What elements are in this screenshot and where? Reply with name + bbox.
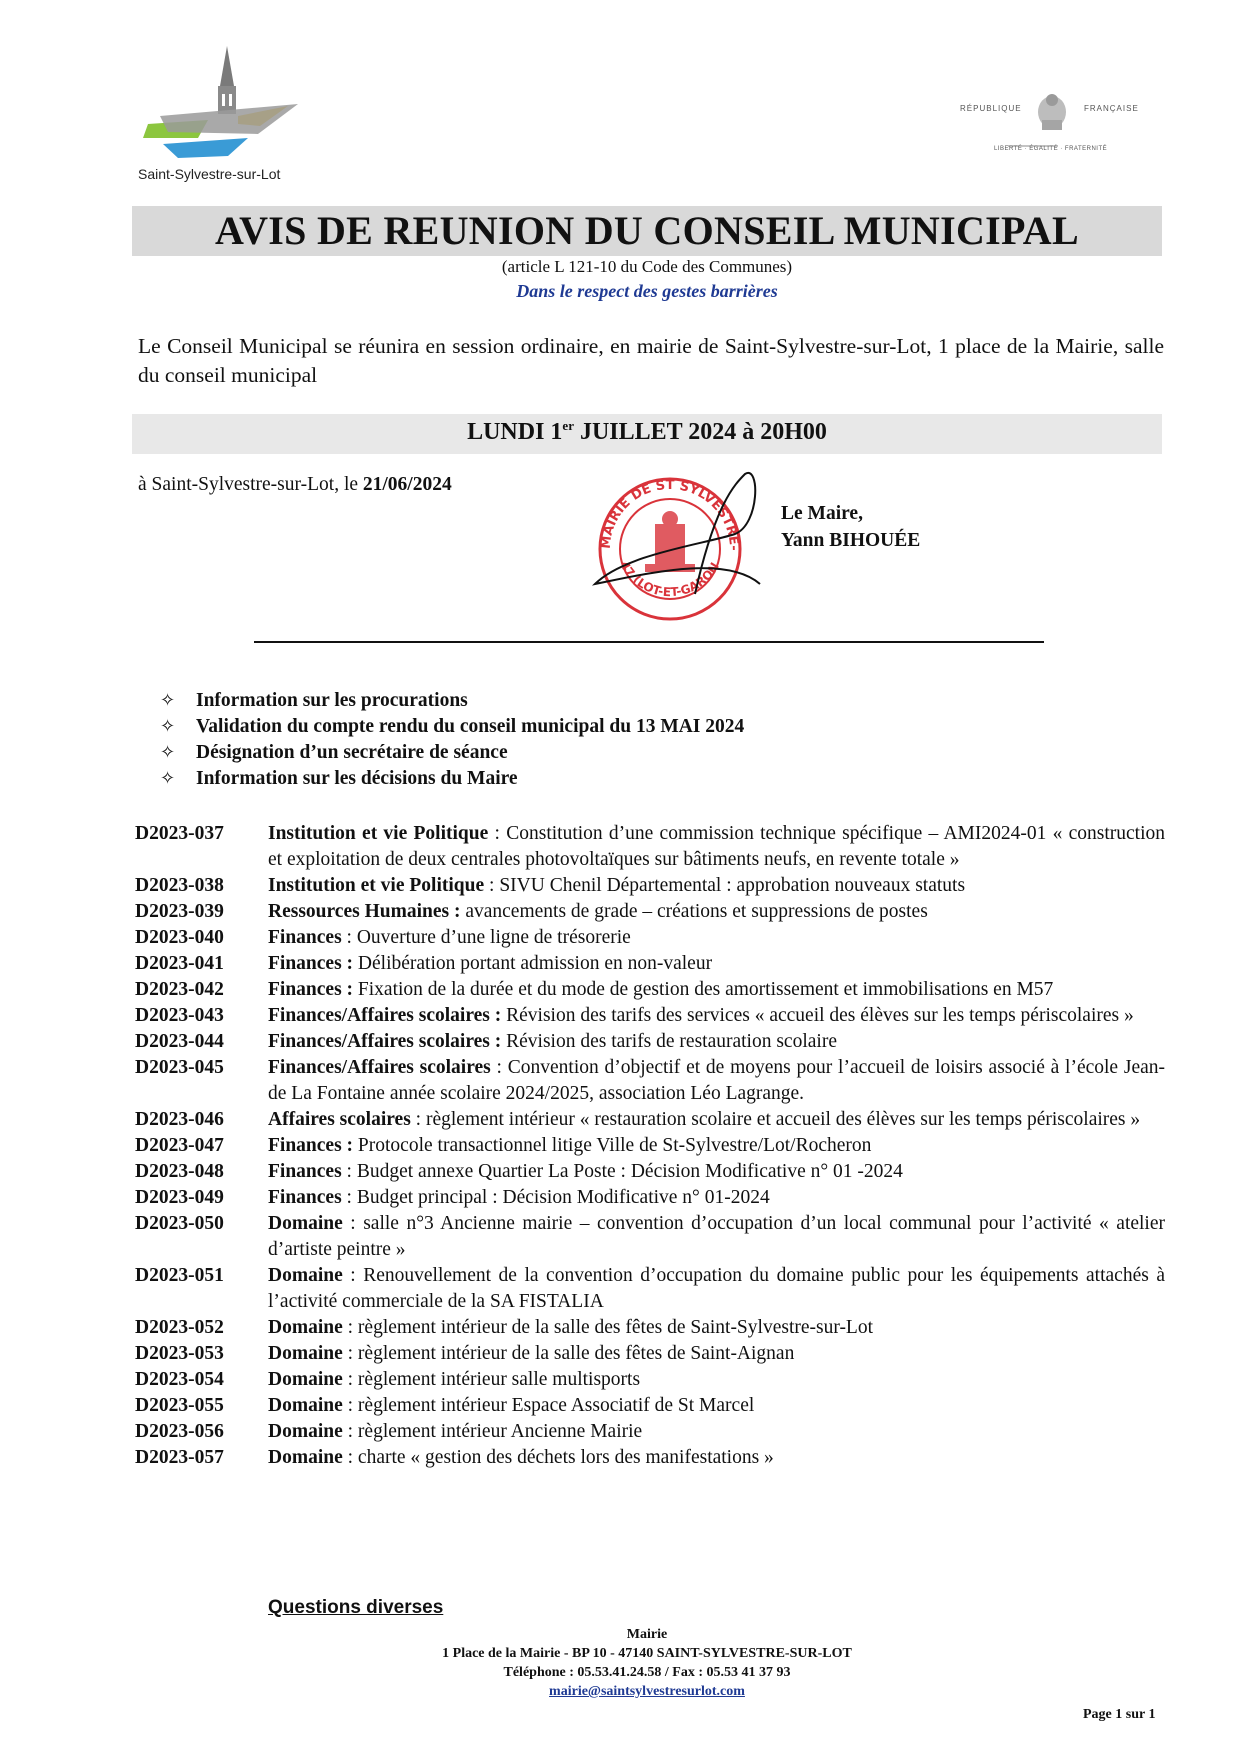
- item-code: D2023-052: [135, 1317, 224, 1338]
- list-item: D2023-037 Institution et vie Politique : Constitution d’une commission technique spécifique – AMI2024-01 « construction et exploitation de deux centrales photovoltaïques sur bâtiments neufs, en revente totale »: [135, 823, 1166, 870]
- footer-address: 1 Place de la Mairie - BP 10 - 47140 SAINT-SYLVESTRE-SUR-LOT: [442, 1646, 852, 1661]
- agenda-preliminaries: [160, 688, 1160, 792]
- item-category: Finances :: [268, 1135, 354, 1156]
- item-code: D2023-043: [135, 1005, 224, 1026]
- list-item: ✧ Désignation d’un secrétaire de séance: [160, 740, 1160, 766]
- item-code: D2023-053: [135, 1343, 224, 1364]
- list-item: D2023-052 Domaine : règlement intérieur de la salle des fêtes de Saint-Sylvestre-sur-Lot: [135, 1315, 1165, 1341]
- item-text: Délibération portant admission en non-valeur: [357, 953, 713, 974]
- list-item: D2023-056 Domaine : règlement intérieur Ancienne Mairie: [135, 1419, 1165, 1445]
- list-item: D2023-050 Domaine : salle n°3 Ancienne mairie – convention d’occupation d’un local communal pour l’activité « atelier d’artiste peintre »: [135, 1213, 1166, 1260]
- meeting-rest: JUILLET 2024 à 20H00: [573, 419, 827, 445]
- item-category: Finances/Affaires scolaires :: [268, 1005, 502, 1026]
- item-code: D2023-051: [135, 1265, 224, 1286]
- item-text: règlement intérieur de la salle des fêtes de Saint-Aignan: [357, 1343, 795, 1364]
- questions-diverses: Questions diverses: [268, 1597, 444, 1618]
- item-text: Protocole transactionnel litige Ville de St-Sylvestre/Lot/Rocheron: [357, 1135, 872, 1156]
- item-category: Finances :: [268, 979, 354, 1000]
- list-item: [135, 951, 1165, 977]
- list-item: ✧ Information sur les procurations: [160, 688, 1160, 714]
- star-bullet-icon: ✧: [160, 768, 176, 789]
- list-item: [135, 1133, 1165, 1159]
- place-date-value: 21/06/2024: [362, 474, 452, 495]
- item-text: Constitution d’une commission technique spécifique – AMI2024-01 « construction et exploitation de deux centrales photovoltaïques sur bâtiments neufs, en revente totale »: [268, 823, 1166, 870]
- item-text: Révision des tarifs de restauration scolaire: [506, 1031, 837, 1052]
- rf-left-text: RÉPUBLIQUE: [960, 104, 1022, 113]
- republique-francaise-logo: [958, 86, 1148, 166]
- item-text: Révision des tarifs des services « accueil des élèves sur les temps périscolaires »: [506, 1005, 1134, 1026]
- page-subtitle: (article L 121-10 du Code des Communes): [501, 257, 793, 276]
- footer-email-link[interactable]: mairie@saintsylvestresurlot.com: [549, 1684, 745, 1699]
- meeting-date: [132, 418, 1162, 446]
- mayor-title: Le Maire,: [781, 503, 863, 524]
- star-bullet-icon: ✧: [160, 716, 176, 737]
- item-code: D2023-046: [135, 1109, 224, 1130]
- item-code: D2023-056: [135, 1421, 224, 1442]
- item-category: Finances/Affaires scolaires :: [268, 1031, 502, 1052]
- list-item: D2023-040 Finances : Ouverture d’une ligne de trésorerie: [135, 925, 1165, 951]
- item-category: Domaine: [268, 1369, 343, 1390]
- item-category: Domaine: [268, 1265, 343, 1286]
- place-date: [138, 474, 452, 496]
- item-category: Affaires scolaires: [268, 1109, 411, 1130]
- item-category: Domaine: [268, 1343, 343, 1364]
- item-code: D2023-040: [135, 927, 224, 948]
- item-text: règlement intérieur salle multisports: [357, 1369, 641, 1390]
- list-item: [135, 1029, 1165, 1055]
- list-item: D2023-057 Domaine : charte « gestion des déchets lors des manifestations »: [135, 1445, 1165, 1471]
- star-bullet-icon: ✧: [160, 690, 176, 711]
- item-category: Domaine: [268, 1421, 343, 1442]
- footer-line-1: Mairie: [626, 1627, 668, 1642]
- divider: [254, 641, 1044, 643]
- item-code: D2023-055: [135, 1395, 224, 1416]
- item-text: salle n°3 Ancienne mairie – convention d’occupation d’un local communal pour l’activité « atelier d’artiste peintre »: [268, 1213, 1166, 1260]
- item-text: règlement intérieur Espace Associatif de St Marcel: [357, 1395, 755, 1416]
- list-item: D2023-038 Institution et vie Politique : SIVU Chenil Départemental : approbation nouveaux statuts: [135, 873, 1165, 899]
- town-logo: [138, 46, 308, 186]
- item-code: D2023-044: [135, 1031, 224, 1052]
- item-code: D2023-050: [135, 1213, 224, 1234]
- item-code: D2023-054: [135, 1369, 224, 1390]
- item-code: D2023-041: [135, 953, 224, 974]
- item-code: D2023-057: [135, 1447, 224, 1468]
- list-item: D2023-051 Domaine : Renouvellement de la convention d’occupation du domaine public pour les équipements attachés à l’activité commerciale de la SA FISTALIA: [135, 1265, 1165, 1312]
- meeting-day: LUNDI 1: [467, 419, 563, 445]
- page-title: AVIS DE REUNION DU CONSEIL MUNICIPAL: [215, 208, 1079, 253]
- stamp-bottom-text: 47 (LOT-ET-GARON: [617, 558, 722, 600]
- list-item: D2023-053 Domaine : règlement intérieur de la salle des fêtes de Saint-Aignan: [135, 1341, 1165, 1367]
- item-text: avancements de grade – créations et suppressions de postes: [465, 901, 928, 922]
- list-item: ✧ Validation du compte rendu du conseil municipal du 13 MAI 2024: [160, 714, 1160, 740]
- item-text: règlement intérieur « restauration scolaire et accueil des élèves sur les temps périscolaires »: [425, 1109, 1141, 1130]
- item-text: charte « gestion des déchets lors des manifestations »: [357, 1447, 774, 1468]
- page-number: Page 1 sur 1: [1083, 1707, 1156, 1722]
- item-category: Finances/Affaires scolaires: [268, 1057, 491, 1078]
- star-bullet-icon: ✧: [160, 742, 176, 763]
- rf-motto-text: LIBERTÉ · ÉGALITÉ · FRATERNITÉ: [994, 146, 1108, 152]
- list-item: ✧ Information sur les décisions du Maire: [160, 766, 1160, 792]
- item-code: D2023-045: [135, 1057, 224, 1078]
- item-text: Renouvellement de la convention d’occupation du domaine public pour les équipements attachés à l’activité commerciale de la SA FISTALIA: [268, 1265, 1165, 1312]
- footer-phone: Téléphone : 05.53.41.24.58 / Fax : 05.53 41 37 93: [503, 1665, 791, 1680]
- item-text: règlement intérieur Ancienne Mairie: [357, 1421, 643, 1442]
- list-item: D2023-048 Finances : Budget annexe Quartier La Poste : Décision Modificative n° 01 -2024: [135, 1159, 1165, 1185]
- item-text: Ouverture d’une ligne de trésorerie: [356, 927, 631, 948]
- item-code: D2023-042: [135, 979, 224, 1000]
- item-category: Domaine: [268, 1213, 343, 1234]
- item-code: D2023-039: [135, 901, 224, 922]
- mayor-name: Yann BIHOUÉE: [781, 530, 921, 551]
- item-text: Budget principal : Décision Modificative n° 01-2024: [356, 1187, 770, 1208]
- item-category: Domaine: [268, 1447, 343, 1468]
- item-text: règlement intérieur de la salle des fêtes de Saint-Sylvestre-sur-Lot: [357, 1317, 874, 1338]
- deliberations-list: [135, 821, 1165, 1471]
- list-item: D2023-046 Affaires scolaires : règlement intérieur « restauration scolaire et accueil des élèves sur les temps périscolaires »: [135, 1107, 1165, 1133]
- list-item: D2023-055 Domaine : règlement intérieur Espace Associatif de St Marcel: [135, 1393, 1165, 1419]
- list-item: D2023-049 Finances : Budget principal : Décision Modificative n° 01-2024: [135, 1185, 1165, 1211]
- meeting-day-suffix: er: [562, 418, 574, 433]
- item-text: Budget annexe Quartier La Poste : Décision Modificative n° 01 -2024: [356, 1161, 903, 1182]
- list-item: [135, 1003, 1165, 1029]
- rf-right-text: FRANÇAISE: [1084, 104, 1139, 113]
- item-text: SIVU Chenil Départemental : approbation nouveaux statuts: [499, 875, 966, 896]
- item-category: Institution et vie Politique: [268, 875, 485, 896]
- item-text: Convention d’objectif et de moyens pour l’accueil de loisirs associé à l’école Jean-de La Fontaine année scolaire 2024/2025, association Léo Lagrange.: [268, 1057, 1165, 1104]
- list-item: D2023-045 Finances/Affaires scolaires : Convention d’objectif et de moyens pour l’accueil de loisirs associé à l’école Jean-de La Fontaine année scolaire 2024/2025, association Léo Lagrange.: [135, 1057, 1165, 1104]
- barrier-note: Dans le respect des gestes barrières: [516, 281, 778, 301]
- item-category: Domaine: [268, 1395, 343, 1416]
- town-logo-text: Saint-Sylvestre-sur-Lot: [138, 166, 281, 182]
- item-category: Finances: [268, 1161, 342, 1182]
- item-text: Fixation de la durée et du mode de gestion des amortissement et immobilisations en M57: [357, 979, 1054, 1000]
- list-item: D2023-054 Domaine : règlement intérieur salle multisports: [135, 1367, 1165, 1393]
- list-item: [135, 977, 1165, 1003]
- item-code: D2023-049: [135, 1187, 224, 1208]
- item-code: D2023-048: [135, 1161, 224, 1182]
- item-category: Institution et vie Politique: [268, 823, 489, 844]
- item-category: Finances :: [268, 953, 354, 974]
- item-code: D2023-047: [135, 1135, 224, 1156]
- item-code: D2023-038: [135, 875, 224, 896]
- place-date-prefix: à Saint-Sylvestre-sur-Lot, le: [138, 474, 363, 495]
- item-category: Domaine: [268, 1317, 343, 1338]
- item-category: Finances: [268, 927, 342, 948]
- footer: [132, 1625, 1162, 1701]
- intro-paragraph: Le Conseil Municipal se réunira en session ordinaire, en mairie de Saint-Sylvestre-sur-Lot, 1 place de la Mairie, salle du conseil municipal: [138, 334, 1164, 387]
- mayor-stamp: [585, 464, 765, 634]
- item-category: Finances: [268, 1187, 342, 1208]
- item-code: D2023-037: [135, 823, 224, 844]
- list-item: [135, 899, 1165, 925]
- item-category: Ressources Humaines :: [268, 901, 461, 922]
- stamp-top-text: MAIRIE DE ST SYLVESTRE-: [598, 477, 742, 551]
